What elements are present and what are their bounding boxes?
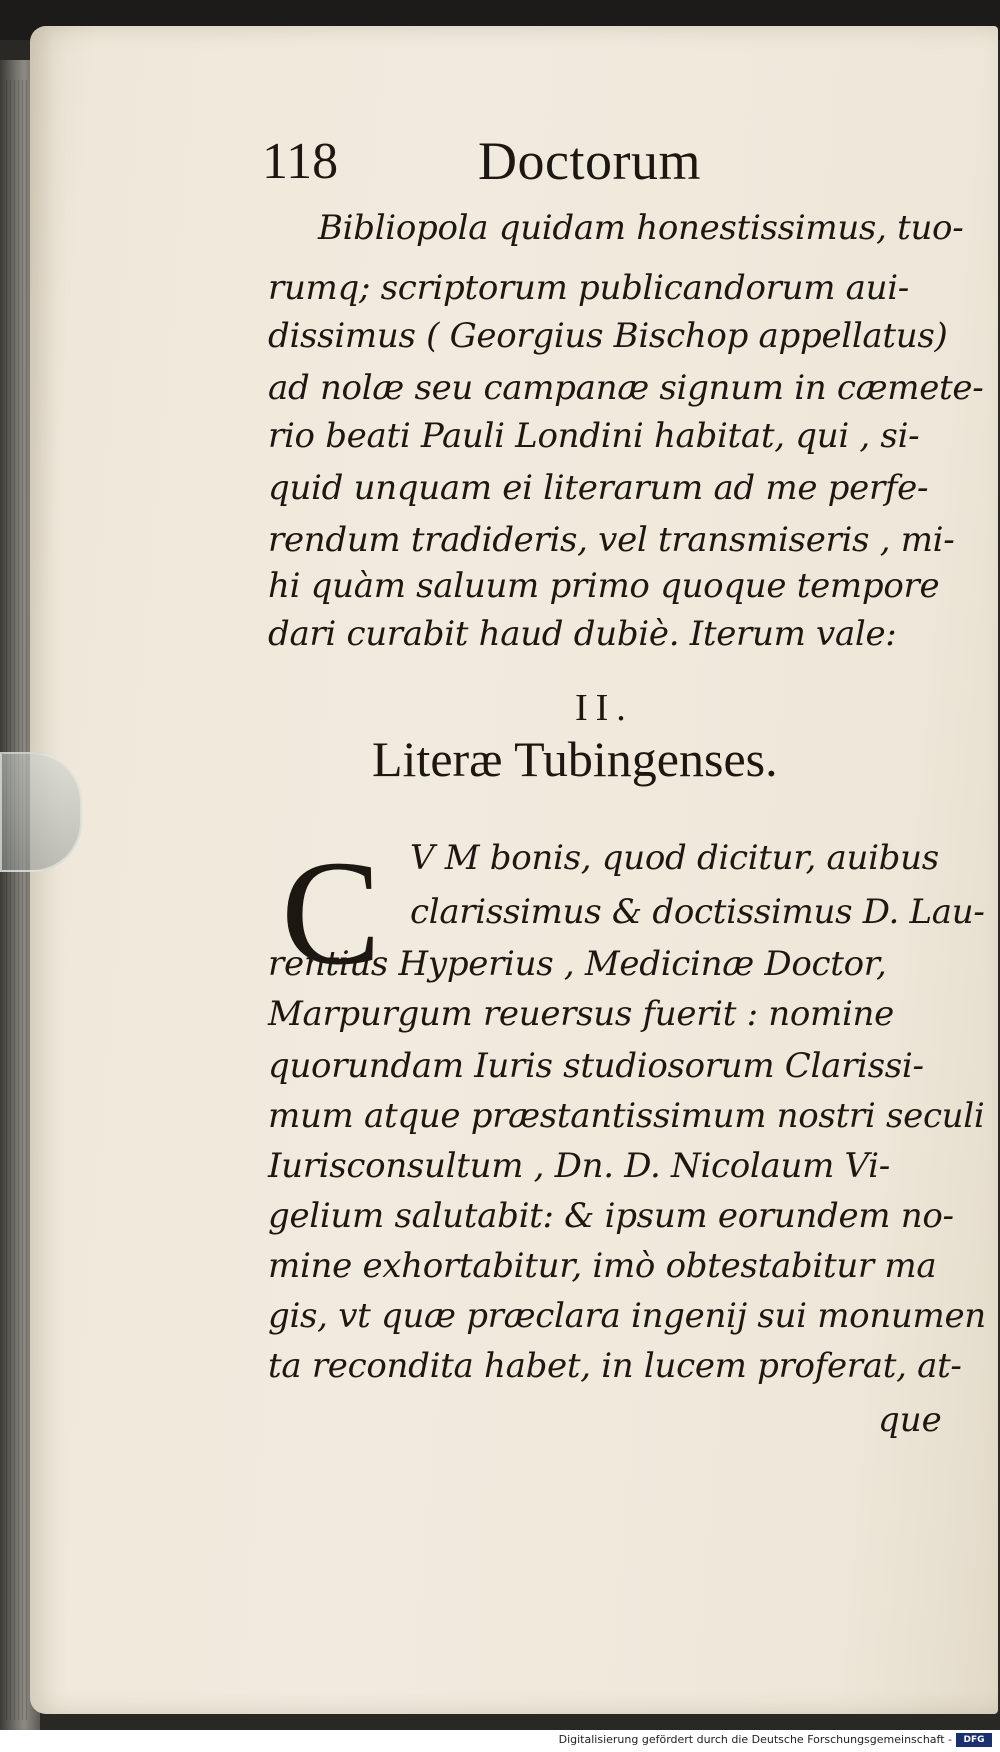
letter-line: dari curabit haud dubiè. Iterum vale: bbox=[268, 614, 897, 654]
body-line: gis, vt quæ præclara ingenij sui monumen bbox=[268, 1296, 986, 1336]
section-title: Literæ Tubingenses. bbox=[372, 731, 778, 787]
drop-cap-initial: C bbox=[281, 830, 382, 996]
book-page-edge-lines bbox=[6, 80, 28, 1720]
body-line: gelium salutabit: & ipsum eorundem no- bbox=[268, 1196, 954, 1236]
letter-line: rumq; scriptorum publicandorum aui- bbox=[268, 268, 909, 308]
body-line: clarissimus & doctissimus D. Lau- bbox=[410, 892, 985, 932]
body-line: Iurisconsultum , Dn. D. Nicolaum Vi- bbox=[268, 1146, 890, 1186]
letter-line: ad nolæ seu campanæ signum in cæmete- bbox=[268, 368, 984, 408]
letter-line: hi quàm saluum primo quoque tempore bbox=[268, 566, 940, 606]
digitization-credit: Digitalisierung gefördert durch die Deutsche Forschungsgemeinschaft - bbox=[558, 1733, 952, 1746]
dfg-logo: DFG bbox=[956, 1733, 992, 1747]
page-number: 118 bbox=[262, 133, 339, 190]
page-clip bbox=[0, 752, 82, 872]
body-line: mum atque præstantissimum nostri seculi bbox=[268, 1096, 985, 1136]
body-line: mine exhortabitur, imò obtestabitur ma bbox=[268, 1246, 937, 1286]
body-line: ta recondita habet, in lucem proferat, at- bbox=[268, 1346, 962, 1386]
letter-line: rio beati Pauli Londini habitat, qui , si- bbox=[268, 416, 920, 456]
body-line: V M bonis, quod dicitur, auibus bbox=[410, 838, 939, 878]
letter-line: quid unquam ei literarum ad me perfe- bbox=[268, 468, 929, 508]
letter-line: dissimus ( Georgius Bischop appellatus) bbox=[268, 316, 948, 356]
body-line: Marpurgum reuersus fuerit : nomine bbox=[268, 994, 894, 1034]
catchword: que bbox=[878, 1400, 942, 1440]
letter-line: rendum tradideris, vel transmiseris , mi- bbox=[268, 520, 955, 560]
letter-line: Bibliopola quidam honestissimus, tuo- bbox=[318, 208, 964, 248]
body-line: quorundam Iuris studiosorum Clarissi- bbox=[268, 1046, 924, 1086]
section-number: II. bbox=[575, 687, 634, 729]
body-line: rentius Hyperius , Medicinæ Doctor, bbox=[268, 944, 887, 984]
running-head: Doctorum bbox=[478, 131, 701, 191]
